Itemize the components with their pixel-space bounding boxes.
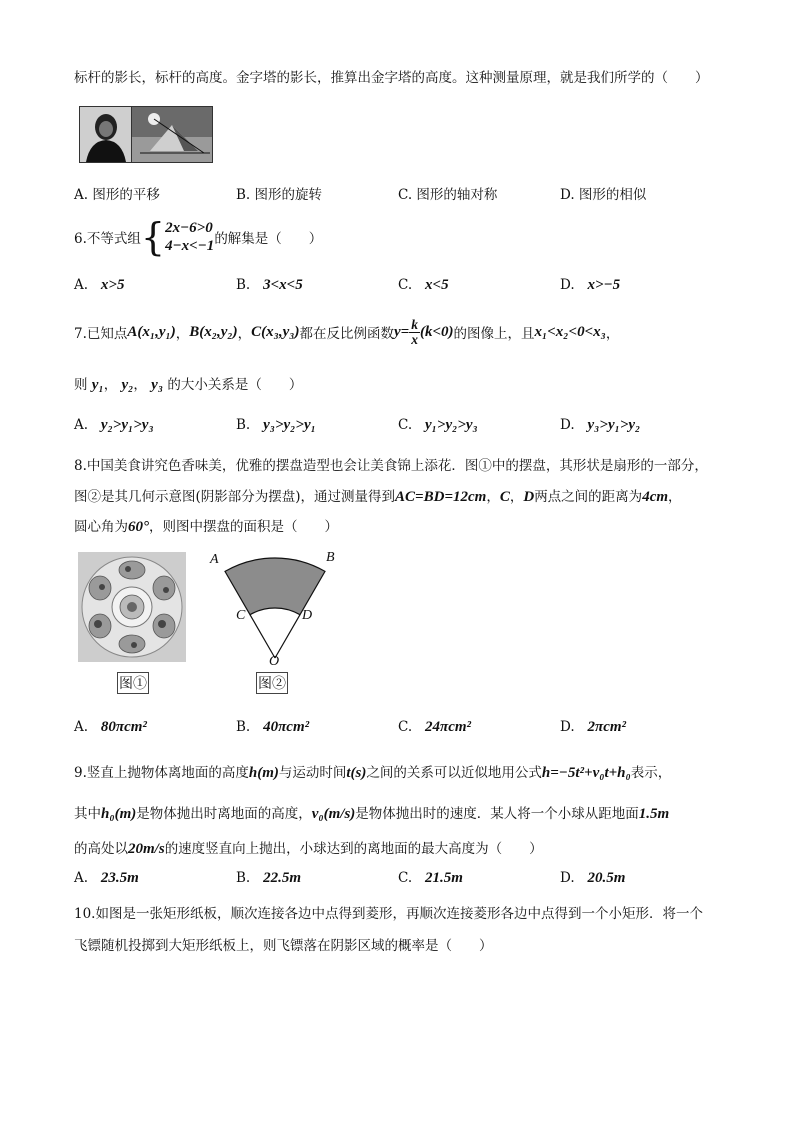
q7-stem-line2: 则 y₁， y₂， y₃ 的大小关系是（ ） xyxy=(74,377,303,393)
q9-line1-mid2: 之间的关系可以近似地用公式 xyxy=(366,765,542,781)
q7-frac-num: k xyxy=(411,316,418,332)
q8-option-c-label: C. xyxy=(398,719,413,735)
q6-option-a-value: x>5 xyxy=(100,277,125,293)
q7-option-d-value: y₃>y₁>y₂ xyxy=(587,417,641,433)
q6-option-c-value: x<5 xyxy=(425,277,449,293)
q8-figure-2-diagram xyxy=(205,548,340,673)
q10-stem-line2: 飞镖随机投掷到大矩形纸板上，则飞镖落在阴影区域的概率是（ ） xyxy=(74,938,493,954)
q6-stem xyxy=(74,216,322,258)
q8-ac-bd: AC=BD=12cm xyxy=(395,489,487,505)
q7-option-d[interactable] xyxy=(560,417,640,434)
q6-option-c[interactable] xyxy=(398,277,449,294)
q6-option-a-label: A. xyxy=(74,277,89,293)
q8-stem-line3 xyxy=(74,515,338,536)
q9-option-d-label: D. xyxy=(560,870,575,886)
q7-prefix: 7.已知点 xyxy=(74,326,128,342)
q6-option-a[interactable] xyxy=(74,277,124,294)
q9-h0: h₀(m) xyxy=(101,806,137,822)
q8-stem-line2: 图②是其几何示意图(阴影部分为摆盘)，通过测量得到AC=BD=12cm，C，D两点之间的距离为4cm， xyxy=(74,489,682,505)
q8-label-d: D xyxy=(302,608,313,623)
q7-func-lhs: y= xyxy=(394,323,410,340)
q7-line2-pre: 则 xyxy=(74,377,88,393)
q7-option-d-label: D. xyxy=(560,417,575,433)
q8-option-d-value: 2πcm² xyxy=(587,719,627,735)
q9-line3-suffix: 的速度竖直向上抛出，小球达到的离地面的最大高度为（ ） xyxy=(164,841,543,857)
q6-option-d[interactable] xyxy=(560,277,620,294)
q7-frac-den: x xyxy=(411,331,418,347)
q6-suffix: 的解集是（ ） xyxy=(214,231,323,247)
q8-label-b: B xyxy=(326,550,335,565)
q9-option-b-label: B. xyxy=(236,870,251,886)
q8-label-a: A xyxy=(210,552,219,567)
q7-point-b: B(x₂,y₂) xyxy=(189,323,238,340)
q9-height: 1.5m xyxy=(638,806,670,822)
q7-option-c-value: y₁>y₂>y₃ xyxy=(425,417,478,433)
q9-option-c-value: 21.5m xyxy=(425,870,463,886)
q7-condition: (k<0) xyxy=(419,323,454,340)
q7-option-b-value: y₃>y₂>y₁ xyxy=(263,417,316,433)
q5-stem: 标杆的影长，标杆的高度。金字塔的影长，推算出金字塔的高度。这种测量原理，就是我们所学的（ ） xyxy=(74,70,709,86)
q8-line3-suffix: ，则图中摆盘的面积是（ ） xyxy=(149,519,338,535)
q8-angle: 60° xyxy=(128,519,149,535)
q7-option-b[interactable] xyxy=(236,417,316,434)
q8-option-c-value: 24πcm² xyxy=(425,719,472,735)
q7-option-a-value: y₂>y₁>y₃ xyxy=(100,417,154,433)
q9-option-c-label: C. xyxy=(398,870,413,886)
q9-line3-pre: 的高处以 xyxy=(74,841,128,857)
q8-point-c: C xyxy=(499,489,510,505)
q9-option-a-label: A. xyxy=(74,870,89,886)
q9-line2-pre: 其中 xyxy=(74,806,101,822)
q7-option-c-label: C. xyxy=(398,417,413,433)
q9-t: t(s) xyxy=(346,765,367,781)
q7-y3: y₃ xyxy=(151,377,164,393)
q9-option-a-value: 23.5m xyxy=(100,870,139,886)
q7-point-c: C(x₃,y₃) xyxy=(251,323,300,340)
q6-option-b[interactable] xyxy=(236,277,303,294)
q9-line1-pre: 9.竖直上抛物体离地面的高度 xyxy=(74,765,249,781)
q9-speed: 20m/s xyxy=(128,841,165,857)
q8-distance: 4cm xyxy=(642,489,669,505)
q6-option-d-value: x>−5 xyxy=(587,277,621,293)
q5-option-d[interactable]: D. 图形的相似 xyxy=(560,187,647,203)
q6-option-b-label: B. xyxy=(236,277,251,293)
q9-stem-line1 xyxy=(74,761,671,782)
q9-formula: h=−5t²+v₀t+h₀ xyxy=(541,765,631,781)
q7-y2: y₂ xyxy=(121,377,134,393)
q6-option-b-value: 3<x<5 xyxy=(263,277,303,293)
q8-option-d-label: D. xyxy=(560,719,575,735)
q9-stem-line3 xyxy=(74,837,543,858)
q8-stem-line1: 8.中国美食讲究色香味美，优雅的摆盘造型也会让美食锦上添花．图①中的摆盘，其形状是扇形的一部分， xyxy=(74,458,708,474)
q8-figure-1-caption: 图① xyxy=(117,672,149,694)
q7-option-a-label: A. xyxy=(74,417,89,433)
q8-option-a[interactable] xyxy=(74,719,147,736)
q9-line1-suffix: 表示， xyxy=(630,765,672,781)
q8-line3-pre: 圆心角为 xyxy=(74,519,128,535)
q8-figure-1-photo xyxy=(78,552,186,662)
q9-line1-mid: 与运动时间 xyxy=(278,765,347,781)
q5-option-c[interactable]: C. 图形的轴对称 xyxy=(398,187,498,203)
q6-system xyxy=(165,219,214,255)
q7-option-c[interactable] xyxy=(398,417,478,434)
q9-option-c[interactable] xyxy=(398,870,463,887)
q5-option-a[interactable]: A. 图形的平移 xyxy=(74,187,160,203)
q9-v0: v₀(m/s) xyxy=(311,806,356,822)
q7-line2-suffix: 的大小关系是（ ） xyxy=(167,377,303,393)
q8-figure-2-caption: 图② xyxy=(256,672,288,694)
q8-label-c: C xyxy=(236,608,246,623)
q9-stem-line2 xyxy=(74,802,669,823)
q6-line1: 2x−6>0 xyxy=(165,220,213,236)
q9-option-a[interactable] xyxy=(74,870,139,887)
q5-photo-pyramid xyxy=(131,106,213,163)
q7-y1: y₁ xyxy=(91,377,104,393)
q8-line2-pre: 图②是其几何示意图(阴影部分为摆盘)，通过测量得到 xyxy=(74,489,396,505)
q9-option-b[interactable] xyxy=(236,870,301,887)
q9-option-b-value: 22.5m xyxy=(263,870,302,886)
q8-option-b-value: 40πcm² xyxy=(263,719,310,735)
q6-prefix: 6.不等式组 xyxy=(74,231,141,247)
q7-mid: 都在反比例函数 xyxy=(299,326,395,342)
q9-option-d-value: 20.5m xyxy=(587,870,626,886)
q8-point-d: D xyxy=(523,489,535,505)
q9-line2-mid: 是物体抛出时离地面的高度， xyxy=(136,806,312,822)
q8-line2-mid: 两点之间的距离为 xyxy=(534,489,643,505)
q8-option-b[interactable] xyxy=(236,719,309,736)
q9-line2-mid2: 是物体抛出时的速度．某人将一个小球从距地面 xyxy=(355,806,639,822)
q6-option-c-label: C. xyxy=(398,277,413,293)
q7-inequality: x₁<x₂<0<x₃ xyxy=(534,323,606,340)
q6-line2: 4−x<−1 xyxy=(165,238,215,254)
q9-option-d[interactable] xyxy=(560,870,625,887)
q8-option-b-label: B. xyxy=(236,719,251,735)
q8-option-a-label: A. xyxy=(74,719,89,735)
q9-h: h(m) xyxy=(248,765,279,781)
q7-option-b-label: B. xyxy=(236,417,251,433)
q5-photo-portrait xyxy=(79,106,133,163)
q7-stem-line1: 7.已知点 A(x₁,y₁) ， B(x₂,y₂) ， C(x₃,y₃) 都在反比例函数 y= $\frac{k}{x}$ (k<0) 的图像上，且 x₁<x₂<0<x₃ ， xyxy=(74,316,620,347)
q7-fraction xyxy=(409,318,420,347)
q7-point-a: A(x₁,y₁) xyxy=(127,323,176,340)
q7-option-a[interactable] xyxy=(74,417,154,434)
q7-mid2: 的图像上，且 xyxy=(453,326,535,342)
q5-option-b[interactable]: B. 图形的旋转 xyxy=(236,187,323,203)
q8-option-d[interactable] xyxy=(560,719,626,736)
q6-option-d-label: D. xyxy=(560,277,575,293)
q10-stem-line1: 10.如图是一张矩形纸板，顺次连接各边中点得到菱形，再顺次连接菱形各边中点得到一个小矩形．将一个 xyxy=(74,906,703,922)
q8-label-o: O xyxy=(269,654,280,669)
q8-option-c[interactable] xyxy=(398,719,471,736)
q6-brace: { xyxy=(140,215,166,259)
q8-option-a-value: 80πcm² xyxy=(100,719,147,735)
